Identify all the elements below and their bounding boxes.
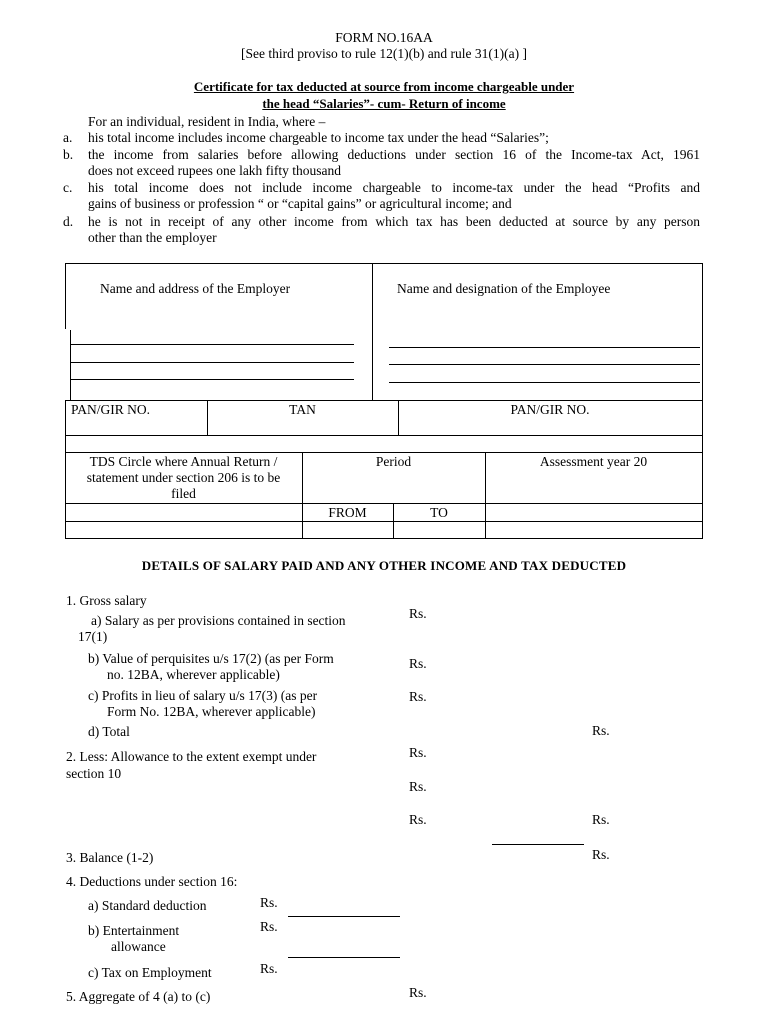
rs-label: Rs. [409, 689, 427, 704]
tds-circle-line2: statement under section 206 is to be [86, 470, 281, 485]
item-1b-line1: b) Value of perquisites u/s 17(2) (as per Form [88, 651, 334, 666]
condition-marker-d: d. [63, 214, 74, 229]
employer-write-line[interactable] [70, 344, 354, 345]
item-5-aggregate: 5. Aggregate of 4 (a) to (c) [66, 989, 211, 1004]
condition-a-line1: his total income includes income chargeable to income tax under the head “Salaries”; [88, 130, 549, 145]
certificate-title-line2: the head “Salaries”- cum- Return of income [262, 96, 506, 111]
details-title: DETAILS OF SALARY PAID AND ANY OTHER INCOME AND TAX DEDUCTED [141, 558, 627, 573]
period-from-label: FROM [328, 505, 367, 520]
intro-text: For an individual, resident in India, where – [88, 114, 326, 129]
item-4-deductions: 4. Deductions under section 16: [66, 874, 238, 889]
condition-marker-b: b. [63, 147, 74, 162]
rs-label: Rs. [260, 895, 278, 910]
assessment-year-label: Assessment year 20 [539, 454, 648, 469]
item-2-line1: 2. Less: Allowance to the extent exempt under [66, 749, 317, 764]
condition-c-line2: gains of business or profession “ or “capital gains” or agricultural income; and [88, 196, 512, 211]
item-4c-tax-on-employment: c) Tax on Employment [88, 965, 212, 980]
item-4a-standard-deduction: a) Standard deduction [88, 898, 207, 913]
condition-marker-c: c. [63, 180, 73, 195]
rs-label: Rs. [592, 812, 610, 827]
condition-marker-a: a. [63, 130, 73, 145]
item-2-line2: section 10 [66, 766, 122, 781]
period-label: Period [375, 454, 412, 469]
rs-label: Rs. [409, 812, 427, 827]
employee-label: Name and designation of the Employee [397, 281, 611, 296]
certificate-title-line1: Certificate for tax deducted at source from income chargeable under [193, 79, 575, 94]
rs-label: Rs. [409, 656, 427, 671]
employee-write-line[interactable] [389, 382, 700, 383]
rs-label: Rs. [409, 745, 427, 760]
condition-c-line1: his total income does not include income chargeable to income-tax under the head “Profits and [88, 180, 700, 195]
rs-label: Rs. [592, 847, 610, 862]
employer-write-line[interactable] [70, 379, 354, 380]
period-to-label: TO [430, 505, 448, 520]
condition-b-line1: the income from salaries before allowing deductions under section 16 of the Income-tax Act, 1961 [88, 147, 700, 162]
condition-d-line2: other than the employer [88, 230, 217, 245]
pan-gir-employer-label: PAN/GIR NO. [71, 402, 151, 417]
item-4b-line2: allowance [111, 939, 166, 954]
item-1c-line2: Form No. 12BA, wherever applicable) [107, 704, 316, 719]
condition-b-line2: does not exceed rupees one lakh fifty thousand [88, 163, 342, 178]
condition-d-line1: he is not in receipt of any other income from which tax has been deducted at source by any person [88, 214, 700, 229]
tan-label: TAN [289, 402, 316, 417]
item-1d-total: d) Total [88, 724, 130, 739]
employee-write-line[interactable] [389, 364, 700, 365]
rule-reference: [See third proviso to rule 12(1)(b) and rule 31(1)(a) ] [240, 46, 528, 61]
rs-label: Rs. [409, 985, 427, 1000]
item-1c-line1: c) Profits in lieu of salary u/s 17(3) (as per [88, 688, 318, 703]
employer-write-line[interactable] [70, 362, 354, 363]
item-1-gross-salary: 1. Gross salary [66, 593, 147, 608]
pan-gir-employee-label: PAN/GIR NO. [510, 402, 590, 417]
item-1a-line2: 17(1) [78, 629, 108, 644]
rs-label: Rs. [260, 961, 278, 976]
rs-label: Rs. [409, 779, 427, 794]
amount-line[interactable] [288, 957, 400, 958]
employer-label: Name and address of the Employer [100, 281, 291, 296]
tds-circle-line3: filed [171, 486, 196, 501]
item-4b-line1: b) Entertainment [88, 923, 180, 938]
form-number: FORM NO.16AA [335, 30, 433, 45]
rs-label: Rs. [260, 919, 278, 934]
amount-line[interactable] [288, 916, 400, 917]
item-1b-line2: no. 12BA, wherever applicable) [107, 667, 280, 682]
rs-label: Rs. [592, 723, 610, 738]
item-1a-line1: a) Salary as per provisions contained in section [91, 613, 346, 628]
tds-circle-line1: TDS Circle where Annual Return / [89, 454, 278, 469]
rs-label: Rs. [409, 606, 427, 621]
employee-write-line[interactable] [389, 347, 700, 348]
item-3-balance: 3. Balance (1-2) [66, 850, 154, 865]
subtotal-line [492, 844, 584, 845]
